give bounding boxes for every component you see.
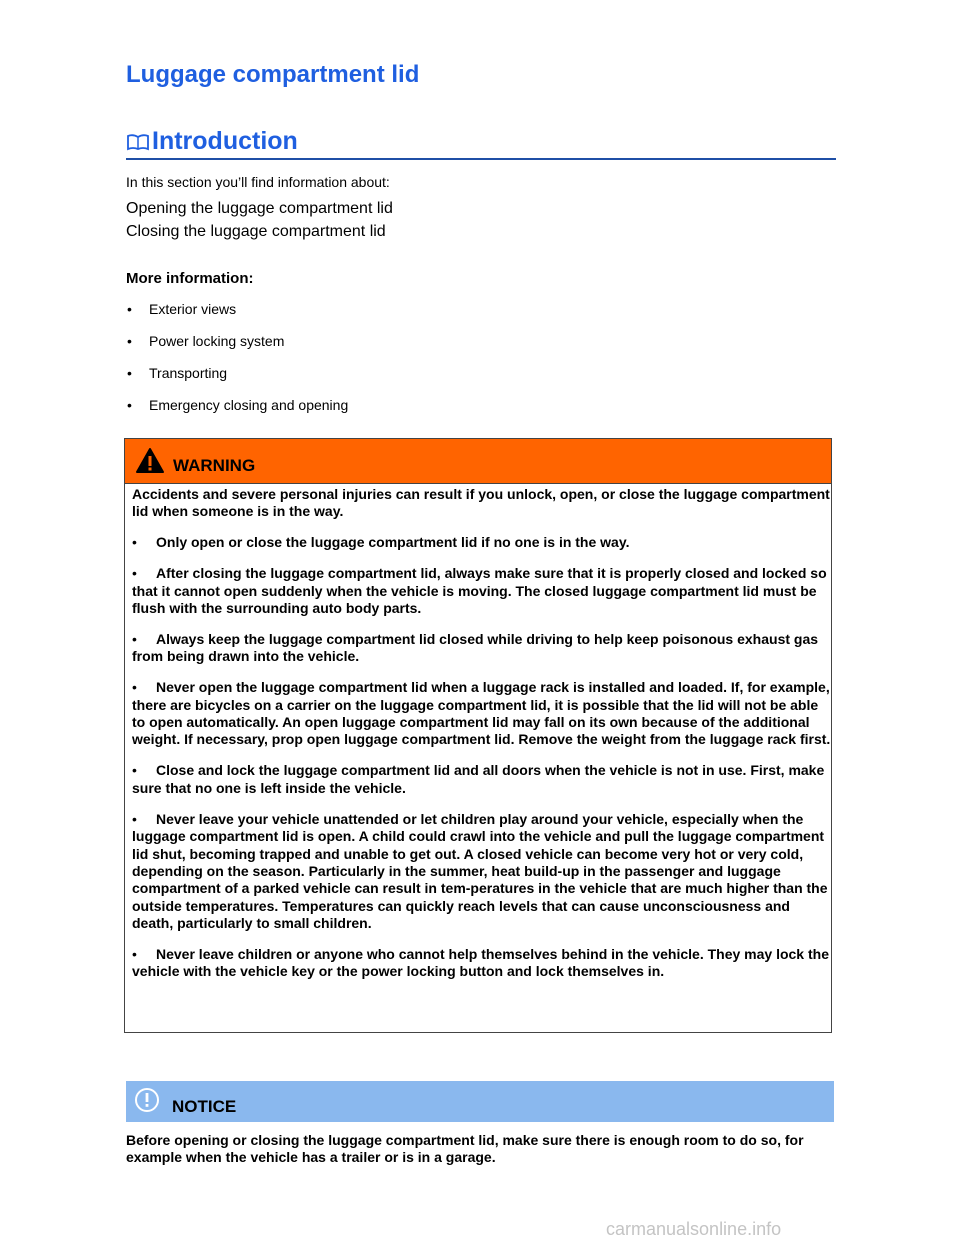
- page-title: Luggage compartment lid: [126, 61, 420, 88]
- more-info-heading: More information:: [126, 270, 254, 287]
- topic-link-opening[interactable]: Opening the luggage compartment lid: [126, 200, 393, 217]
- bullet-icon: •: [132, 810, 137, 827]
- more-info-link[interactable]: Transporting: [149, 365, 228, 381]
- section-header: [126, 124, 836, 160]
- book-icon: [126, 133, 150, 151]
- warning-item: [132, 811, 832, 933]
- intro-text: In this section you’ll find information about:: [126, 174, 390, 190]
- bullet-icon: •: [127, 365, 132, 381]
- warning-body: [132, 486, 832, 994]
- bullet-icon: •: [132, 679, 137, 696]
- bullet-icon: •: [132, 762, 137, 779]
- exclamation-circle-icon: [134, 1087, 160, 1113]
- more-info-link[interactable]: Power locking system: [149, 333, 285, 349]
- bullet-icon: •: [132, 565, 137, 582]
- watermark: carmanualsonline.info: [606, 1219, 782, 1239]
- warning-item-text: Only open or close the luggage compartment lid if no one is in the way.: [156, 534, 630, 551]
- warning-item: [132, 762, 832, 797]
- bullet-icon: •: [127, 333, 132, 349]
- warning-item-text: Never leave children or anyone who cannot help themselves behind in the vehicle. They may lock the vehicle with the vehicle key or the power locking button and lock themselves in.: [132, 946, 829, 980]
- warning-item-text: After closing the luggage compartment lid, always make sure that it is properly closed and locked so that it cannot open suddenly when the vehicle is moving. The closed luggage compartment lid must be flush with the surrounding auto body parts.: [132, 565, 827, 617]
- bullet-icon: •: [132, 946, 137, 963]
- warning-item-text: Never leave your vehicle unattended or let children play around your vehicle, especially when the luggage compartment lid is open. A child could crawl into the vehicle and pull the luggage compartment lid shut, becoming trapped and unable to get out. A closed vehicle can become very hot or very cold, depending on the season. Particularly in the summer, heat build-up in the passenger and luggage compartment of a parked vehicle can result in tem-peratures in the vehicle that are much higher than the outside temperatures. Temperatures can quickly reach levels that can cause unconsciousness and death, particularly to small children.: [132, 810, 828, 932]
- section-title: Introduction: [152, 127, 298, 155]
- warning-header: [125, 439, 831, 484]
- warning-intro: Accidents and severe personal injuries can result if you unlock, open, or close the luggage compartment lid when someone is in the way.: [132, 486, 830, 520]
- warning-title: WARNING: [173, 456, 256, 475]
- warning-item-text: Always keep the luggage compartment lid closed while driving to help keep poisonous exhaust gas from being drawn into the vehicle.: [132, 630, 819, 665]
- bullet-icon: •: [132, 630, 137, 647]
- notice-title: NOTICE: [172, 1097, 237, 1116]
- warning-item: [132, 534, 832, 551]
- more-info-link[interactable]: Exterior views: [149, 301, 237, 317]
- warning-box: [124, 438, 832, 1033]
- topic-link-closing[interactable]: Closing the luggage compartment lid: [126, 223, 386, 240]
- warning-item: [132, 631, 832, 666]
- warning-item: [132, 565, 832, 617]
- warning-triangle-icon: [135, 447, 165, 474]
- warning-item: [132, 946, 832, 981]
- bullet-icon: •: [127, 301, 132, 317]
- notice-header: [126, 1081, 834, 1122]
- bullet-icon: •: [132, 534, 137, 551]
- warning-item: [132, 679, 832, 749]
- bullet-icon: •: [127, 397, 132, 413]
- notice-text: Before opening or closing the luggage compartment lid, make sure there is enough room to do so, for example when the vehicle has a trailer or is in a garage.: [126, 1132, 804, 1166]
- warning-item-text: Never open the luggage compartment lid when a luggage rack is installed and loaded. If, for example, there are bicycles on a carrier on the luggage compartment lid, it is possible that the lid will not be able to open automatically. An open luggage compartment lid may fall on its own because of the additional weight. If necessary, prop open luggage compartment lid. Remove the weight from the luggage rack first.: [132, 679, 831, 748]
- warning-item-text: Close and lock the luggage compartment lid and all doors when the vehicle is not in use. First, make sure that no one is left inside the vehicle.: [132, 762, 825, 796]
- more-info-link[interactable]: Emergency closing and opening: [149, 397, 349, 413]
